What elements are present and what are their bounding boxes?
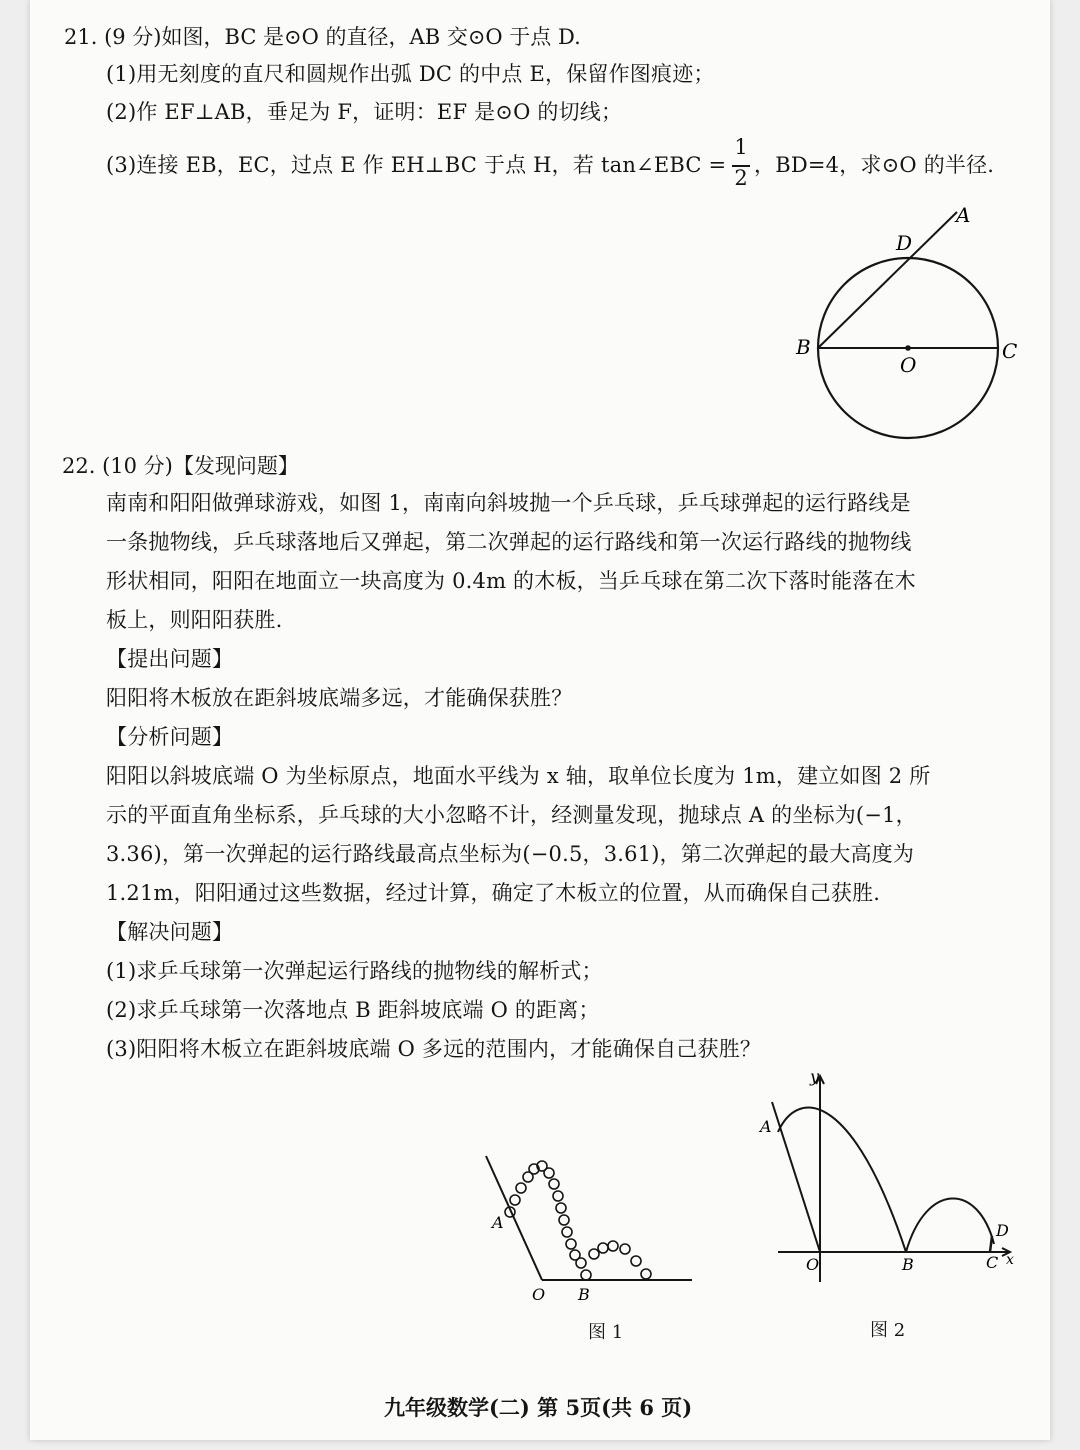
label-a: A (956, 203, 971, 227)
q21-fraction-denominator: 2 (734, 166, 748, 190)
q22-section-propose: 【提出问题】 (106, 647, 234, 671)
fig1-label-o: O (532, 1285, 546, 1304)
fig1-caption: 图 1 (588, 1322, 624, 1343)
q22-heading: 22. (10 分)【发现问题】 (62, 454, 299, 478)
page-footer: 九年级数学(二) 第 5页(共 6 页) (384, 1395, 693, 1420)
exam-page (30, 0, 1050, 1440)
q22-p1-line4: 板上，则阳阳获胜. (106, 608, 283, 632)
q21-part2: (2)作 EF⊥AB，垂足为 F，证明：EF 是⊙O 的切线； (106, 100, 623, 124)
fig2-label-b: B (902, 1255, 914, 1274)
q22-p3-line2: 示的平面直角坐标系，乒乓球的大小忽略不计，经测量发现，抛球点 A 的坐标为(−1， (106, 803, 917, 827)
q22-figure-1 (470, 1150, 700, 1310)
q22-p3-line3: 3.36)，第一次弹起的运行路线最高点坐标为(−0.5，3.61)，第二次弹起的最大高度为 (106, 842, 915, 866)
ball-path-dots (505, 1161, 651, 1280)
fig1-label-b: B (578, 1285, 590, 1304)
slope-line (772, 1102, 820, 1252)
fig2-label-x: x (1006, 1252, 1014, 1268)
line-ab (818, 212, 957, 348)
q22-section-solve: 【解决问题】 (106, 920, 234, 944)
q22-p1-line1: 南南和阳阳做弹球游戏，如图 1，南南向斜坡抛一个乒乓球，乒乓球弹起的运行路线是 (106, 491, 911, 515)
label-o: O (900, 353, 917, 377)
label-b: B (796, 335, 811, 359)
q21-fraction-numerator: 1 (734, 135, 748, 159)
q21-circle-figure (790, 200, 1030, 445)
q22-p3-line4: 1.21m，阳阳通过这些数据，经过计算，确定了木板立的位置，从而确保自己获胜. (106, 881, 881, 905)
q22-figure-2 (758, 1062, 1018, 1292)
q22-part2: (2)求乒乓球第一次落地点 B 距斜坡底端 O 的距离； (106, 998, 600, 1022)
q22-p3-line1: 阳阳以斜坡底端 O 为坐标原点，地面水平线为 x 轴，取单位长度为 1m，建立如图 2 所 (106, 764, 931, 788)
q22-part1: (1)求乒乓球第一次弹起运行路线的抛物线的解析式； (106, 959, 603, 983)
q22-p1-line2: 一条抛物线，乒乓球落地后又弹起，第二次弹起的运行路线和第一次运行路线的抛物线 (106, 530, 912, 554)
q21-part1: (1)用无刻度的直尺和圆规作出弧 DC 的中点 E，保留作图痕迹； (106, 62, 715, 86)
q22-part3: (3)阳阳将木板立在距斜坡底端 O 多远的范围内，才能确保自己获胜？ (106, 1037, 762, 1061)
board-cd (990, 1236, 992, 1252)
fig2-label-a: A (760, 1117, 772, 1136)
fig1-label-a: A (492, 1213, 504, 1232)
center-point-o (905, 345, 911, 351)
second-bounce-parabola (906, 1198, 994, 1252)
fig2-label-d: D (996, 1221, 1009, 1240)
fig2-label-o: O (806, 1255, 820, 1274)
label-c: C (1002, 339, 1018, 363)
q22-p1-line3: 形状相同，阳阳在地面立一块高度为 0.4m 的木板，当乒乓球在第二次下落时能落在木 (106, 569, 916, 593)
q22-p2: 阳阳将木板放在距斜坡底端多远，才能确保获胜？ (106, 686, 573, 710)
q21-part3-a: (3)连接 EB，EC，过点 E 作 EH⊥BC 于点 H，若 tan∠EBC = (106, 153, 727, 177)
q21-heading: 21. (9 分)如图，BC 是⊙O 的直径，AB 交⊙O 于点 D. (64, 25, 581, 49)
q21-part3-b: ，BD=4，求⊙O 的半径. (754, 153, 995, 177)
fig2-label-y: y (810, 1067, 820, 1086)
fig2-caption: 图 2 (870, 1320, 906, 1341)
fig2-label-c: C (986, 1253, 999, 1272)
q22-section-analyze: 【分析问题】 (106, 725, 234, 749)
label-d: D (896, 231, 913, 255)
